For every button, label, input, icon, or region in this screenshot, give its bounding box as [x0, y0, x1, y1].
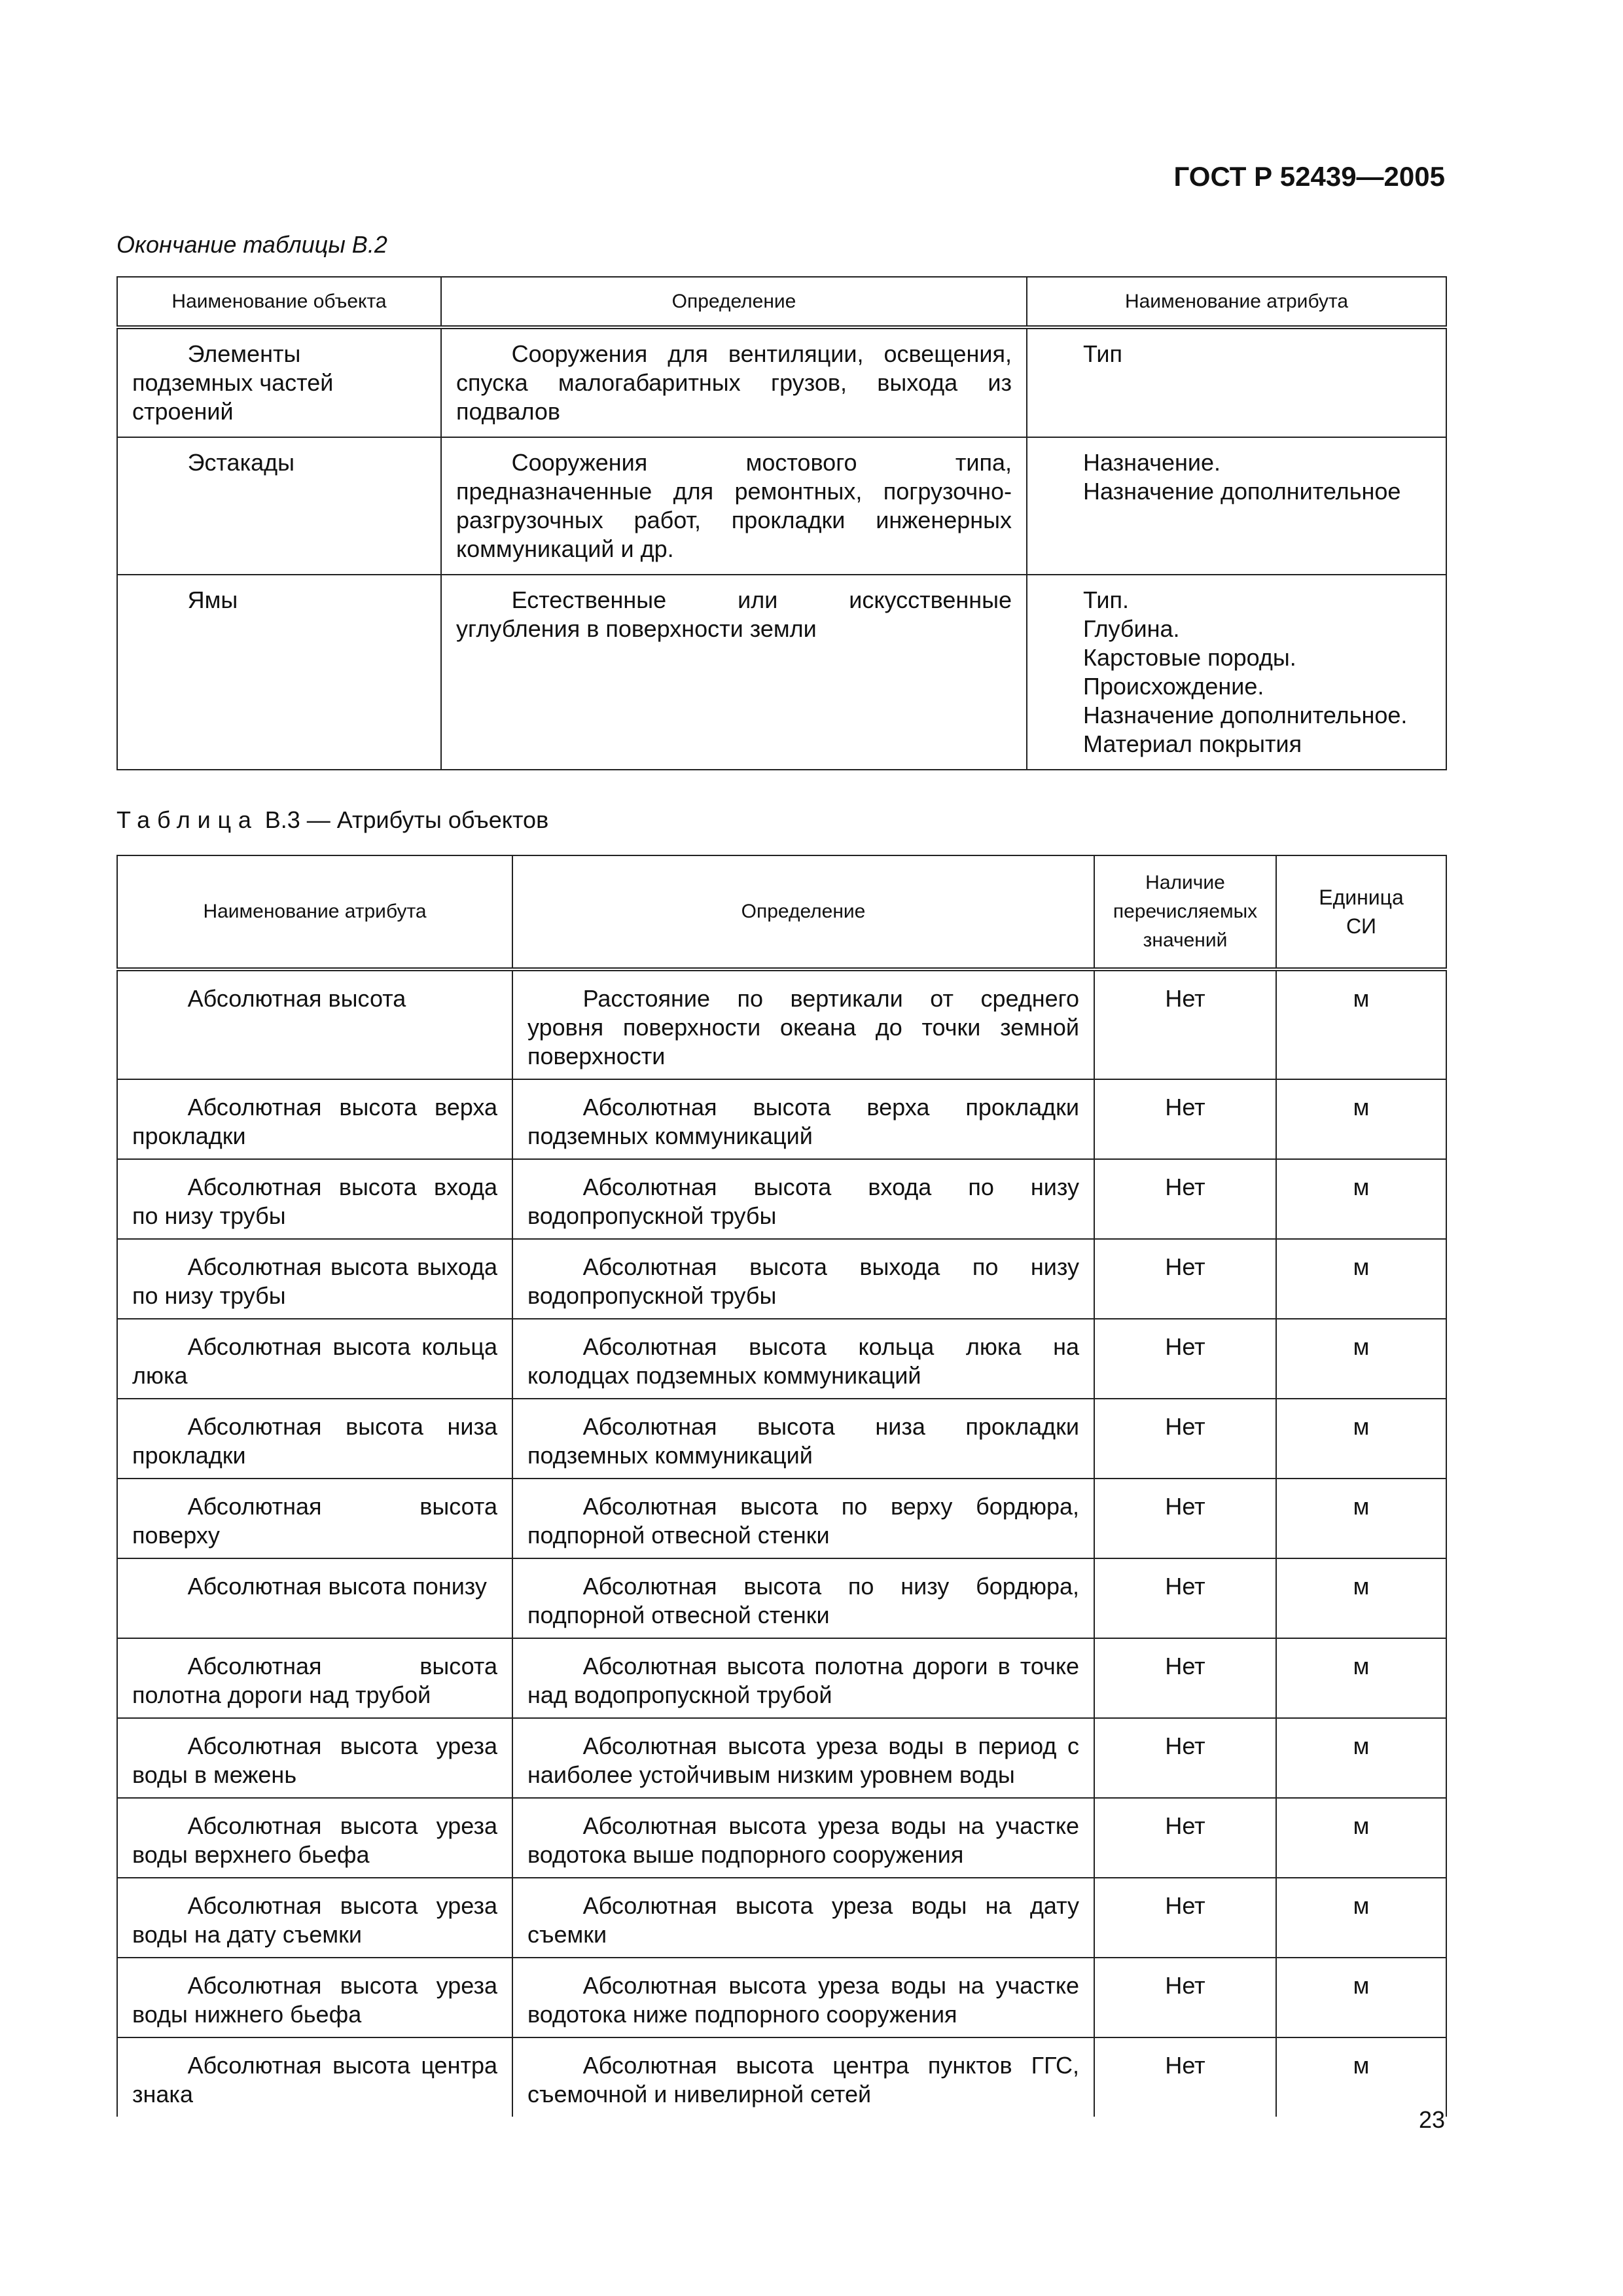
- attribute-name-cell: Абсолютная высота уреза воды нижнего бьефа: [117, 1958, 512, 2037]
- enum-cell: Нет: [1094, 1718, 1276, 1798]
- table-row: [117, 1399, 1446, 1479]
- attribute-name-cell: Абсолютная высота уреза воды в межень: [117, 1718, 512, 1798]
- unit-cell: м: [1276, 1958, 1446, 2037]
- column-header-si-unit: Единица СИ: [1276, 855, 1446, 969]
- definition-cell: Сооружения для вентиляции, освещения, спуска малогабаритных грузов, выхода из подвалов: [441, 327, 1027, 437]
- table-row: [117, 1638, 1446, 1718]
- definition-cell: Абсолютная высота уреза воды на участке водотока выше подпорного сооружения: [512, 1798, 1094, 1878]
- enum-cell: Нет: [1094, 1878, 1276, 1958]
- table-row: [117, 2037, 1446, 2117]
- table-row: [117, 1479, 1446, 1558]
- attribute-line: Назначение.: [1083, 449, 1221, 476]
- page-number: 23: [1418, 2106, 1445, 2133]
- table-row: [117, 1718, 1446, 1798]
- unit-cell: м: [1276, 969, 1446, 1079]
- definition-cell: Абсолютная высота по верху бордюра, подпорной отвесной стенки: [512, 1479, 1094, 1558]
- enum-cell: Нет: [1094, 1958, 1276, 2037]
- definition-cell: Абсолютная высота кольца люка на колодцах подземных коммуникаций: [512, 1319, 1094, 1399]
- definition-cell: Абсолютная высота центра пунктов ГГС, съемочной и нивелирной сетей: [512, 2037, 1094, 2117]
- unit-cell: м: [1276, 1558, 1446, 1638]
- definition-cell: Абсолютная высота уреза воды на дату съемки: [512, 1878, 1094, 1958]
- enum-cell: Нет: [1094, 969, 1276, 1079]
- table-row: [117, 575, 1446, 770]
- attribute-name-cell: Абсолютная высота поверху: [117, 1479, 512, 1558]
- definition-cell: Абсолютная высота верха прокладки подземных коммуникаций: [512, 1079, 1094, 1159]
- definition-cell: Абсолютная высота входа по низу водопропускной трубы: [512, 1159, 1094, 1239]
- table-b3-caption: [116, 806, 548, 836]
- table-b3-header-row: [117, 855, 1446, 969]
- unit-cell: м: [1276, 1239, 1446, 1319]
- unit-cell: м: [1276, 2037, 1446, 2117]
- attribute-line: Назначение дополнительное.: [1083, 702, 1408, 728]
- attribute-name-cell: Абсолютная высота уреза воды на дату съемки: [117, 1878, 512, 1958]
- unit-cell: м: [1276, 1399, 1446, 1479]
- definition-cell: Абсолютная высота уреза воды в период с наиболее устойчивым низким уровнем воды: [512, 1718, 1094, 1798]
- enum-cell: Нет: [1094, 1319, 1276, 1399]
- attribute-name-cell: Абсолютная высота кольца люка: [117, 1319, 512, 1399]
- enum-cell: Нет: [1094, 1079, 1276, 1159]
- table-row: [117, 969, 1446, 1079]
- definition-cell: Сооружения мостового типа, предназначенные для ремонтных, погрузочно-разгрузочных работ, прокладки инженерных коммуникаций и др.: [441, 437, 1027, 575]
- unit-cell: м: [1276, 1878, 1446, 1958]
- table-row: [117, 1239, 1446, 1319]
- object-name-cell: Элементы подземных частей строений: [117, 327, 441, 437]
- table-b2: [116, 276, 1447, 770]
- table-row: [117, 1159, 1446, 1239]
- attribute-name-cell: Абсолютная высота понизу: [117, 1558, 512, 1638]
- column-header-definition: Определение: [512, 855, 1094, 969]
- document-code: ГОСТ Р 52439—2005: [1173, 161, 1445, 192]
- definition-cell: Расстояние по вертикали от среднего уровня поверхности океана до точки земной поверхности: [512, 969, 1094, 1079]
- enum-cell: Нет: [1094, 1479, 1276, 1558]
- table-row: [117, 1558, 1446, 1638]
- table-b3-caption-prefix: Таблица: [116, 806, 259, 833]
- unit-cell: м: [1276, 1718, 1446, 1798]
- table-b2-header-row: [117, 277, 1446, 327]
- enum-cell: Нет: [1094, 1159, 1276, 1239]
- attribute-line: Происхождение.: [1083, 673, 1264, 700]
- attribute-name-cell: Абсолютная высота выхода по низу трубы: [117, 1239, 512, 1319]
- definition-cell: Абсолютная высота уреза воды на участке водотока ниже подпорного сооружения: [512, 1958, 1094, 2037]
- attribute-line: Назначение дополнительное: [1083, 478, 1401, 505]
- table-b2-caption: Окончание таблицы В.2: [116, 231, 387, 258]
- table-b3-caption-title: В.3 — Атрибуты объектов: [258, 806, 549, 833]
- enum-cell: Нет: [1094, 1558, 1276, 1638]
- unit-cell: м: [1276, 1079, 1446, 1159]
- attributes-cell: [1027, 575, 1446, 770]
- table-b3: [116, 855, 1447, 2117]
- definition-cell: Абсолютная высота выхода по низу водопропускной трубы: [512, 1239, 1094, 1319]
- table-row: [117, 1878, 1446, 1958]
- table-row: [117, 1958, 1446, 2037]
- column-header-attribute-name: Наименование атрибута: [117, 855, 512, 969]
- attribute-name-cell: Абсолютная высота полотна дороги над трубой: [117, 1638, 512, 1718]
- definition-cell: Абсолютная высота низа прокладки подземных коммуникаций: [512, 1399, 1094, 1479]
- table-row: [117, 437, 1446, 575]
- unit-cell: м: [1276, 1798, 1446, 1878]
- unit-cell: м: [1276, 1638, 1446, 1718]
- definition-cell: Абсолютная высота по низу бордюра, подпорной отвесной стенки: [512, 1558, 1094, 1638]
- table-row: [117, 1079, 1446, 1159]
- column-header-definition: Определение: [441, 277, 1027, 327]
- column-header-enumerated-values: Наличие перечисляемых значений: [1094, 855, 1276, 969]
- column-header-attribute-name: Наименование атрибута: [1027, 277, 1446, 327]
- attribute-name-cell: Абсолютная высота верха прокладки: [117, 1079, 512, 1159]
- enum-cell: Нет: [1094, 1798, 1276, 1878]
- attribute-name-cell: Абсолютная высота низа прокладки: [117, 1399, 512, 1479]
- attributes-cell: [1027, 327, 1446, 437]
- attribute-name-cell: Абсолютная высота центра знака: [117, 2037, 512, 2117]
- enum-cell: Нет: [1094, 1239, 1276, 1319]
- attribute-name-cell: Абсолютная высота: [117, 969, 512, 1079]
- attribute-name-cell: Абсолютная высота входа по низу трубы: [117, 1159, 512, 1239]
- column-header-object-name: Наименование объекта: [117, 277, 441, 327]
- definition-cell: Абсолютная высота полотна дороги в точке над водопропускной трубой: [512, 1638, 1094, 1718]
- table-row: [117, 327, 1446, 437]
- attribute-line: Тип.: [1083, 586, 1130, 613]
- attribute-name-cell: Абсолютная высота уреза воды верхнего бьефа: [117, 1798, 512, 1878]
- attribute-line: Тип: [1083, 340, 1123, 367]
- enum-cell: Нет: [1094, 2037, 1276, 2117]
- object-name-cell: Ямы: [117, 575, 441, 770]
- attribute-line: Глубина.: [1083, 615, 1180, 642]
- attribute-line: Материал покрытия: [1083, 730, 1302, 757]
- table-row: [117, 1319, 1446, 1399]
- unit-cell: м: [1276, 1479, 1446, 1558]
- object-name-cell: Эстакады: [117, 437, 441, 575]
- unit-cell: м: [1276, 1319, 1446, 1399]
- attributes-cell: [1027, 437, 1446, 575]
- enum-cell: Нет: [1094, 1399, 1276, 1479]
- enum-cell: Нет: [1094, 1638, 1276, 1718]
- unit-cell: м: [1276, 1159, 1446, 1239]
- table-row: [117, 1798, 1446, 1878]
- definition-cell: Естественные или искусственные углубления в поверхности земли: [441, 575, 1027, 770]
- attribute-line: Карстовые породы.: [1083, 644, 1296, 671]
